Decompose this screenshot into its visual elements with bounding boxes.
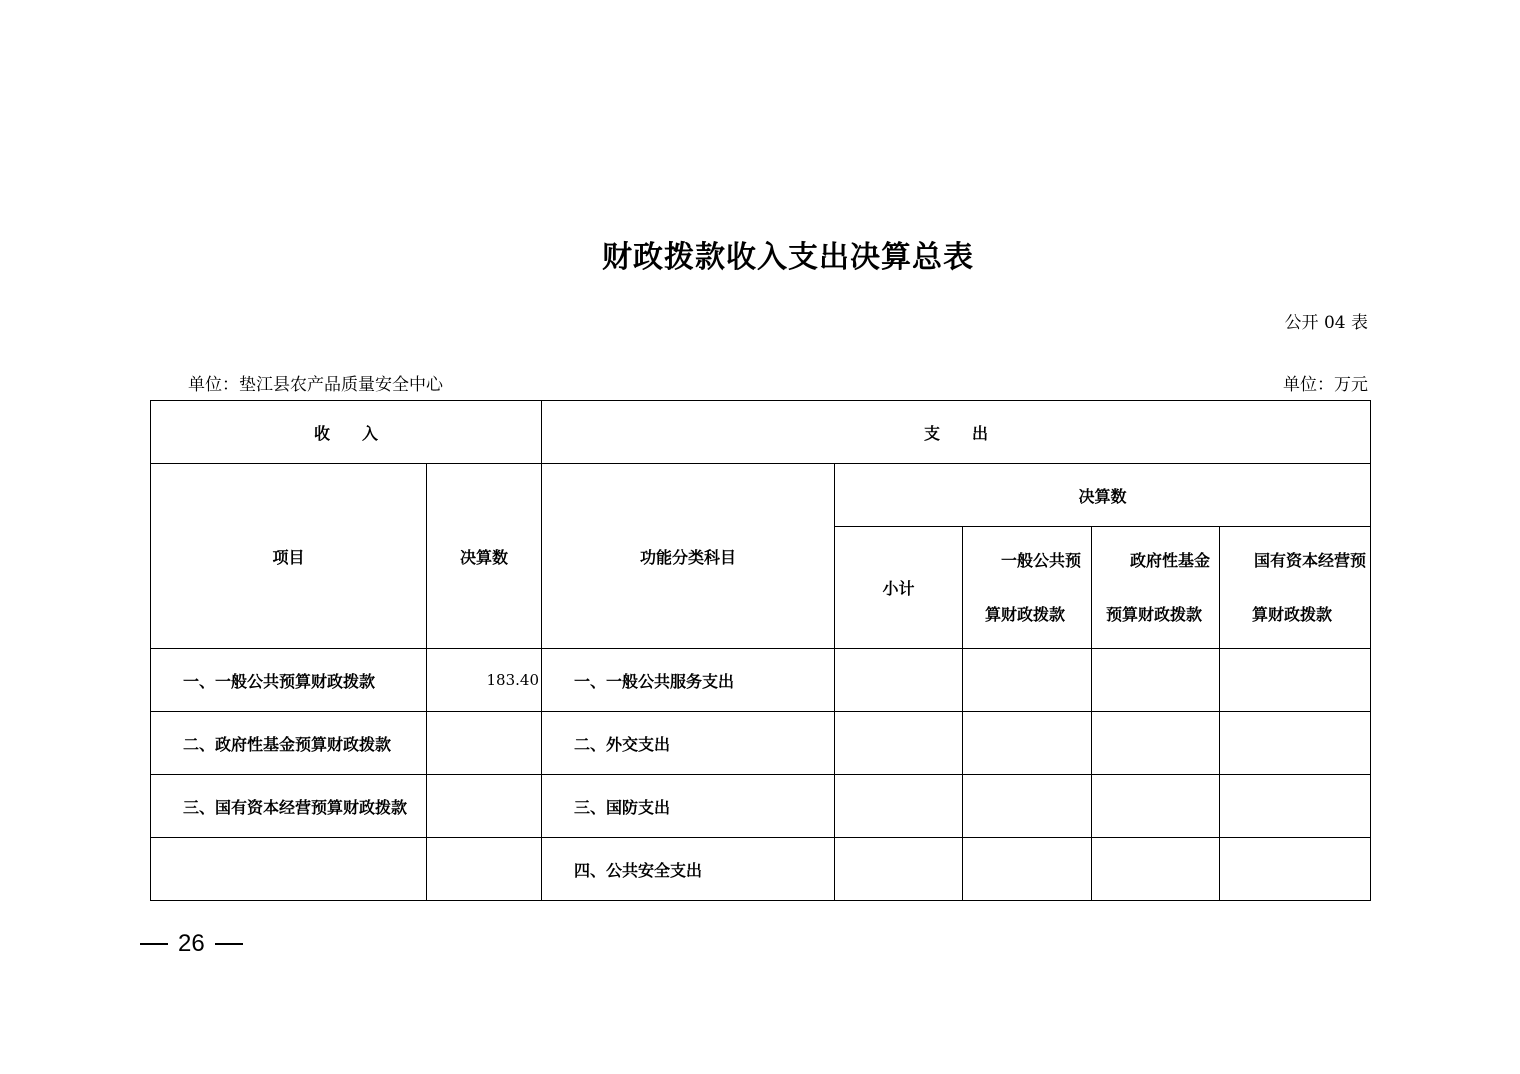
expense-item: 四、公共安全支出 [542, 838, 835, 901]
col-state-line1: 国有资本经营预 [1254, 550, 1367, 570]
fund-cell [1092, 775, 1220, 838]
state-cell [1220, 838, 1371, 901]
table-row [151, 775, 1371, 838]
appropriation-table [150, 400, 1371, 901]
col-item-header: 项目 [151, 464, 427, 649]
col-final-header: 决算数 [835, 464, 1371, 527]
col-state-line2: 算财政拨款 [1252, 604, 1333, 624]
income-item: 三、国有资本经营预算财政拨款 [151, 775, 427, 838]
col-amount-header: 决算数 [427, 464, 542, 649]
subtotal-cell [835, 775, 963, 838]
state-cell [1220, 775, 1371, 838]
income-item [151, 838, 427, 901]
col-fund-line1: 政府性基金 [1130, 550, 1211, 570]
table-row [151, 712, 1371, 775]
income-amount [427, 712, 542, 775]
col-fund-line2: 预算财政拨款 [1106, 604, 1203, 624]
expense-item: 一、一般公共服务支出 [542, 649, 835, 712]
state-cell [1220, 712, 1371, 775]
col-function-header: 功能分类科目 [542, 464, 835, 649]
general-cell [963, 649, 1092, 712]
general-cell [963, 712, 1092, 775]
expense-item: 三、国防支出 [542, 775, 835, 838]
unit-organization: 单位：垫江县农产品质量安全中心 [188, 375, 443, 395]
income-amount [427, 838, 542, 901]
table-row [151, 838, 1371, 901]
income-header: 收 入 [151, 401, 542, 464]
income-amount [427, 775, 542, 838]
fund-cell [1092, 838, 1220, 901]
expense-header: 支 出 [542, 401, 1371, 464]
state-cell [1220, 649, 1371, 712]
page-title: 财政拨款收入支出决算总表 [602, 240, 974, 275]
expense-item: 二、外交支出 [542, 712, 835, 775]
unit-currency: 单位：万元 [1283, 375, 1368, 395]
page-footer [130, 930, 253, 958]
dash-left [140, 943, 168, 945]
page-number: 26 [178, 930, 205, 957]
fund-cell [1092, 649, 1220, 712]
general-cell [963, 838, 1092, 901]
dash-right [215, 943, 243, 945]
form-code: 公开 04 表 [1284, 313, 1368, 333]
general-cell [963, 775, 1092, 838]
income-item: 一、一般公共预算财政拨款 [151, 649, 427, 712]
subtotal-cell [835, 649, 963, 712]
table-row [151, 649, 1371, 712]
col-fund-header [1092, 527, 1220, 649]
col-subtotal-header: 小计 [835, 527, 963, 649]
income-item: 二、政府性基金预算财政拨款 [151, 712, 427, 775]
fund-cell [1092, 712, 1220, 775]
col-general-header [963, 527, 1092, 649]
subtotal-cell [835, 712, 963, 775]
subtotal-cell [835, 838, 963, 901]
col-general-line1: 一般公共预 [1001, 550, 1082, 570]
col-general-line2: 算财政拨款 [985, 604, 1066, 624]
col-state-header [1220, 527, 1371, 649]
income-amount: 183.40 [427, 649, 542, 712]
